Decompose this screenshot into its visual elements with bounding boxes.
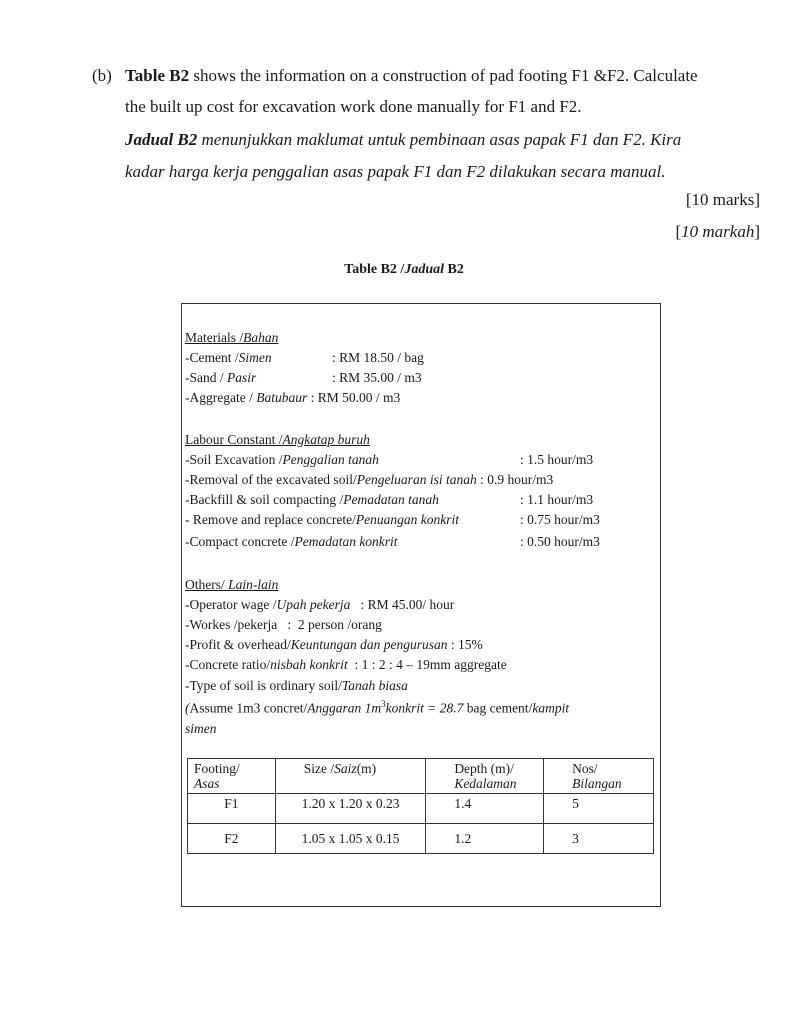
assume-unit: bag cement/ xyxy=(463,700,533,716)
footing-table xyxy=(187,758,654,854)
soil-type xyxy=(185,678,408,694)
marks-my xyxy=(675,222,760,242)
header-footing xyxy=(188,759,276,794)
cell-footing: F2 xyxy=(188,824,276,854)
labour-label-my: Pengeluaran isi tanah xyxy=(356,472,477,487)
labour-label: -Removal of the excavated soil/ xyxy=(185,472,357,487)
labour-heading-my: Angkatap buruh xyxy=(282,432,370,447)
concrete-ratio xyxy=(185,657,507,673)
material-item xyxy=(185,370,422,386)
assume-paren: ( xyxy=(185,700,190,716)
material-label-my: Simen xyxy=(238,350,272,365)
labour-item xyxy=(185,534,600,550)
material-label: -Aggregate / xyxy=(185,390,257,405)
labour-label-my: Penuangan konkrit xyxy=(355,512,460,527)
question-my-line-1 xyxy=(125,124,681,155)
table-row xyxy=(188,794,654,824)
others-heading xyxy=(185,577,278,593)
profit-value: : 15% xyxy=(447,637,483,652)
labour-label: - Remove and replace concrete/ xyxy=(185,512,356,527)
header-depth-en: Depth (m)/ xyxy=(454,761,514,776)
ratio-label: -Concrete ratio/ xyxy=(185,657,271,672)
labour-rate: : 1.1 hour/m3 xyxy=(520,492,594,507)
table-ref-en: Table B2 xyxy=(125,66,190,85)
material-price: : RM 35.00 / m3 xyxy=(332,370,422,385)
header-size-en: Size / xyxy=(303,761,335,776)
cell-size: 1.20 x 1.20 x 0.23 xyxy=(275,794,426,824)
assume-value: konkrit = 28.7 xyxy=(385,700,464,716)
question-en-line-2: the built up cost for excavation work done manually for F1 and F2. xyxy=(125,97,582,116)
marks-my-close: ] xyxy=(754,222,760,241)
table-caption xyxy=(0,262,808,278)
question-my-line-2: kadar harga kerja penggalian asas papak F1 dan F2 dilakukan secara manual. xyxy=(125,162,666,181)
question-label: (b) xyxy=(92,66,112,85)
header-nos-my: Bilangan xyxy=(572,776,622,791)
header-size-unit: (m) xyxy=(356,761,377,776)
labour-label: -Backfill & soil compacting / xyxy=(185,492,344,507)
assume-unit-my: kampit xyxy=(532,700,570,716)
ratio-label-my: nisbah konkrit xyxy=(270,657,348,672)
marks-my-open: [ xyxy=(675,222,682,241)
assume-my: Anggaran 1m xyxy=(307,700,382,716)
table-ref-my: Jadual B2 xyxy=(125,130,198,149)
assume-sup: 3 xyxy=(381,699,386,709)
header-footing-en: Footing/ xyxy=(194,761,240,776)
material-label-my: Pasir xyxy=(227,370,257,385)
labour-item xyxy=(185,492,594,508)
others-heading-en: Others/ xyxy=(185,577,229,592)
materials-heading-my: Bahan xyxy=(243,330,279,345)
labour-heading-en: Labour Constant / xyxy=(185,432,283,447)
material-item xyxy=(185,350,424,366)
table-header-row xyxy=(188,759,654,794)
caption-suffix: B2 xyxy=(444,262,464,277)
cell-depth: 1.4 xyxy=(426,794,544,824)
soil-label-my: Tanah biasa xyxy=(341,678,408,693)
operator-value: : RM 45.00/ hour xyxy=(350,597,455,612)
material-price: : RM 50.00 / m3 xyxy=(307,390,401,405)
materials-heading xyxy=(185,330,278,346)
material-label-my: Batubaur xyxy=(256,390,308,405)
labour-item xyxy=(185,512,600,528)
profit-overhead xyxy=(185,637,483,653)
labour-rate: : 0.75 hour/m3 xyxy=(520,512,600,527)
cell-depth: 1.2 xyxy=(426,824,544,854)
header-nos xyxy=(544,759,654,794)
material-label: -Sand / xyxy=(185,370,227,385)
labour-item xyxy=(185,452,594,468)
header-footing-my: Asas xyxy=(194,776,220,791)
labour-item xyxy=(185,472,553,488)
question-en-text-1: shows the information on a construction of pad footing F1 &F2. Calculate xyxy=(189,66,698,85)
cell-footing: F1 xyxy=(188,794,276,824)
assumption-line-2: simen xyxy=(185,721,217,736)
header-size-my: Saiz xyxy=(334,761,357,776)
header-depth-my: Kedalaman xyxy=(454,776,517,791)
question-en-line-1 xyxy=(125,60,698,91)
operator-wage xyxy=(185,597,454,613)
profit-label: -Profit & overhead/ xyxy=(185,637,291,652)
marks-my-word: markah xyxy=(698,222,755,241)
marks-my-num: 10 xyxy=(681,222,699,241)
labour-heading xyxy=(185,432,370,448)
labour-label-my: Penggalian tanah xyxy=(282,452,379,467)
table-row xyxy=(188,824,654,854)
others-heading-my: Lain-lain xyxy=(228,577,279,592)
labour-rate: : 0.9 hour/m3 xyxy=(476,472,554,487)
question-my-text-1: menunjukkan maklumat untuk pembinaan asas papak F1 dan F2. Kira xyxy=(197,130,682,149)
header-size xyxy=(275,759,426,794)
labour-rate: : 0.50 hour/m3 xyxy=(520,534,600,549)
material-label: -Cement / xyxy=(185,350,239,365)
assume-en: Assume 1m3 concret/ xyxy=(189,700,308,716)
operator-label-my: Upah pekerja xyxy=(276,597,351,612)
soil-label: -Type of soil is ordinary soil/ xyxy=(185,678,342,693)
materials-heading-en: Materials / xyxy=(185,330,244,345)
material-item xyxy=(185,390,400,406)
marks-en: [10 marks] xyxy=(685,190,760,209)
cell-nos: 5 xyxy=(544,794,654,824)
header-depth xyxy=(426,759,544,794)
cell-nos: 3 xyxy=(544,824,654,854)
ratio-value: : 1 : 2 : 4 – 19mm aggregate xyxy=(347,657,507,672)
profit-label-my: Keuntungan dan pengurusan xyxy=(290,637,448,652)
workers: -Workes /pekerja : 2 person /orang xyxy=(185,617,382,632)
labour-label-my: Pemadatan konkrit xyxy=(294,534,398,549)
caption-italic: Jadual xyxy=(404,262,444,277)
caption-prefix: Table B2 / xyxy=(344,262,405,277)
cell-size: 1.05 x 1.05 x 0.15 xyxy=(275,824,426,854)
labour-label: -Soil Excavation / xyxy=(185,452,283,467)
labour-rate: : 1.5 hour/m3 xyxy=(520,452,594,467)
labour-label-my: Pemadatan tanah xyxy=(343,492,439,507)
material-price: : RM 18.50 / bag xyxy=(332,350,424,365)
operator-label: -Operator wage / xyxy=(185,597,277,612)
assumption xyxy=(185,699,569,717)
labour-label: -Compact concrete / xyxy=(185,534,295,549)
header-nos-en: Nos/ xyxy=(572,761,598,776)
